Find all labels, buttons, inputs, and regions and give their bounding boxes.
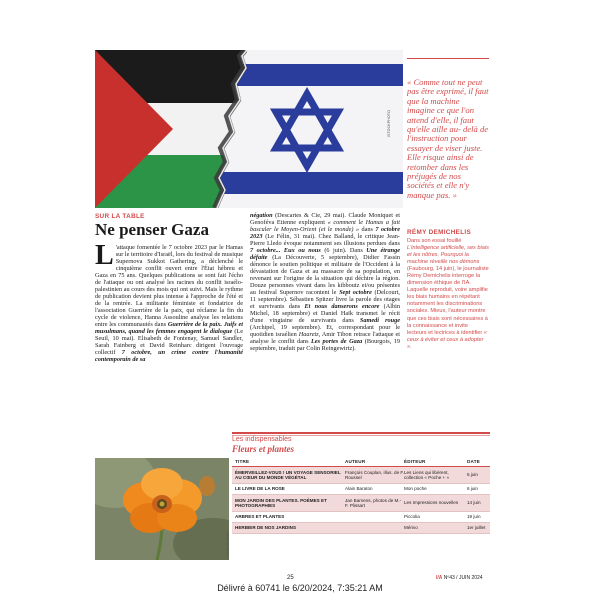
col2-text-l: (Delcourt, 11 septembre). Sébastien Spitzer livre la parole des otages et survivants dans (250, 289, 400, 311)
row-date: 19 juin (467, 514, 481, 520)
author-book-title: L'intelligence artificielle, ses biais et les nôtres. Pourquoi la machine réveille nos démons (407, 245, 489, 266)
issue-info (436, 575, 483, 581)
col2-quote: « comment le Hamas a fait basculer le Moyen-Orient (et le monde) » (250, 219, 400, 234)
author-name: RÉMY DEMICHELIS (407, 229, 472, 236)
author-text-4: . (410, 343, 412, 350)
col2-text-r: , Amir Tibon retrace l'attaque et analyse le conflit dans (250, 331, 401, 346)
row-title: LE LIVRE DE LA ROSE (235, 486, 285, 492)
author-quote: « ceux à éviter et ceux à adopter » (407, 329, 487, 350)
section-rule (232, 432, 490, 434)
author-text-2: (Faubourg, 14 juin), le journaliste Rémy Demichelis interroge la dimension éthique de l'IA. Laquelle reproduit, voire amplifie les biais humains en répétant notamment les discriminations sociales. Mieux, l'auteur montre que ces biais sont nécessaires à la connaissance et invite lecteurs et lectrices à identifier (407, 266, 489, 336)
col1-book-2: 7 octobre, un crime contre l'humanité contemporain de sa (95, 349, 244, 364)
author-description (407, 238, 489, 351)
col2-newspaper: Haaretz (298, 331, 319, 339)
table-header (232, 458, 490, 467)
col2-book-5: Une étrange défaite (250, 247, 400, 262)
table-row (232, 467, 490, 484)
col2-text-b: (Descartes & Cie, 29 mai). Claude Moniquet et Genoféva Etienne expliquent (250, 212, 400, 227)
page-number: 25 (287, 575, 294, 581)
hero-credit: ISTOCKPHOTO (387, 110, 391, 138)
col1-text-a: 'attaque fomentée le 7 octobre 2023 par le Hamas sur le territoire d'Israël, lors du festival de musique Supernova Sukkot Gathering, a déclenché le cinquième conflit ouvert entre l'État hébreu et Gaza en 75 ans. Quelques publications se sont fait l'écho de l'attaque ou ont analysé les racines du conflit israélo-palestinien au cours des mois qui ont suivi. Mais le rythme de publication devient plus intense à l'approche de l'été et de la rentrée. La militante féministe et fondatrice de l'association Guerrière de la paix, qui réclame la fin du cycle de violence, Hanna Assouline analyse les relations entre les communautés dans (95, 244, 243, 329)
row-title: ÉMERVEILLEZ-VOUS ! UN VOYAGE SENSORIEL AU CŒUR DU MONDE VÉGÉTAL (235, 469, 341, 480)
quote-rule (407, 58, 489, 59)
row-author: Alain Baraton (345, 486, 373, 492)
section-label: Les indispensables (232, 436, 292, 443)
col2-book-9: Les portes de Gaza (311, 338, 363, 346)
row-date: 6 juin (467, 486, 478, 492)
row-author: Jan Bamens, photos de M.-F. Plissart (345, 497, 402, 508)
row-author: François Couplan, illus. de F. Roussel (345, 469, 404, 480)
col1-text-c: (Le Seuil, 10 mai). Elisabeth de Fontenay, Samuel Sandler, Sarah Fainberg et David Reinharc dirigent l'ouvrage collectif (95, 328, 243, 357)
col2-text-d: dans (359, 226, 376, 234)
table-row (232, 495, 490, 512)
row-title: ARBRES ET PLANTES (235, 514, 285, 520)
table-row (232, 484, 490, 495)
col2-book-3: 7 octobre 2023 (250, 226, 400, 241)
col2-text-j: (La Découverte, 5 septembre), Didier Fassin dénonce le soutien politique et militaire de l'Occident à la dévastation de Gaza et au massacre de sa population, en revenant sur l'origine de la situation qui déchire la région. Douze personnes vivant dans les kibboutz et/ou présentes au festival Supernov racontent le (250, 254, 400, 297)
header-author: AUTEUR (345, 459, 366, 465)
article-title: Ne penser Gaza (95, 220, 209, 239)
drop-cap: L (95, 240, 114, 271)
flower-credit: ISTOCKPHOTO (226, 532, 230, 557)
author-text-1: Dans son essai fouillé (407, 238, 462, 244)
col2-book-2-end: négation (250, 212, 273, 219)
row-publisher: Les Impressions nouvelles (404, 500, 459, 506)
col2-book-7: Et nous danserons encore (304, 303, 380, 311)
pull-quote: « Comme tout ne peut pas être exprimé, il faut que la machine imagine ce que l'on attend d'elle, il faut qu'elle aille au- delà de l'instruction pour essayer de viser juste. Elle risque ainsi de retomber dans les préjugés de nos sociétés et elle n'y manque pas. » (407, 77, 489, 200)
row-date: 5 juin (467, 472, 478, 478)
col2-book-8: Samedi rouge (359, 317, 400, 325)
col2-book-4: 7 octobre... Eux ou nous (250, 247, 321, 255)
flags-illustration (95, 50, 403, 208)
issue-number: Nº43 / JUIN 2024 (443, 575, 483, 581)
row-date: 1er juillet (467, 525, 486, 531)
table-row (232, 512, 490, 523)
col2-text-p: (Archipel, 19 septembre). Et, correspondant pour le quotidien israélien (250, 324, 400, 339)
col2-text-h: (6 juin). Dans (320, 247, 367, 255)
hero-image (95, 50, 403, 208)
row-publisher: Piccolia (404, 514, 420, 520)
row-title: HERBIER DE NOS JARDINS (235, 525, 297, 531)
books-table (232, 458, 490, 534)
table-row (232, 523, 490, 534)
row-title: MON JARDIN DES PLANTES. POÈMES ET PHOTOGRAPHIES (235, 497, 327, 508)
col2-book-6: Sept octobre (339, 289, 372, 297)
row-publisher: Mérivo (404, 525, 418, 531)
col1-book-1: Guerrière de la paix. Juifs et musulmans, quand les femmes engagent le dialogue (95, 321, 243, 336)
flower-image (95, 458, 229, 560)
col2-text-f: (Le Félin, 31 mai). Chez Balland, le critique Jean-Pierre Lledo évoque notamment ses illusions perdues dans (250, 233, 400, 248)
section-title: Fleurs et plantes (232, 444, 295, 454)
col2-text-n: (Albin Michel, 18 septembre) et Daniel Haïk transmet le récit d'une vingtaine de survivants dans (250, 303, 400, 325)
row-publisher: Les Liens qui libèrent, collection « Poche + » (404, 469, 450, 480)
row-date: 14 juin (467, 500, 481, 506)
header-title: TITRE (235, 459, 250, 465)
article-kicker: SUR LA TABLE (95, 213, 145, 220)
issue-brand: I/A (436, 575, 443, 581)
header-publisher: ÉDITEUR (404, 459, 426, 465)
col2-text-t: (Bourgois, 19 septembre, traduit par Colin Reingewirtz). (250, 338, 400, 353)
poppy-illustration (95, 458, 229, 560)
article-column-2 (250, 212, 400, 352)
article-column-1 (95, 240, 244, 364)
header-date: DATE (467, 459, 480, 465)
delivery-stamp: Délivré à 60741 le 6/20/2024, 7:35:21 AM (217, 583, 383, 593)
row-publisher: Mon poche (404, 486, 427, 492)
